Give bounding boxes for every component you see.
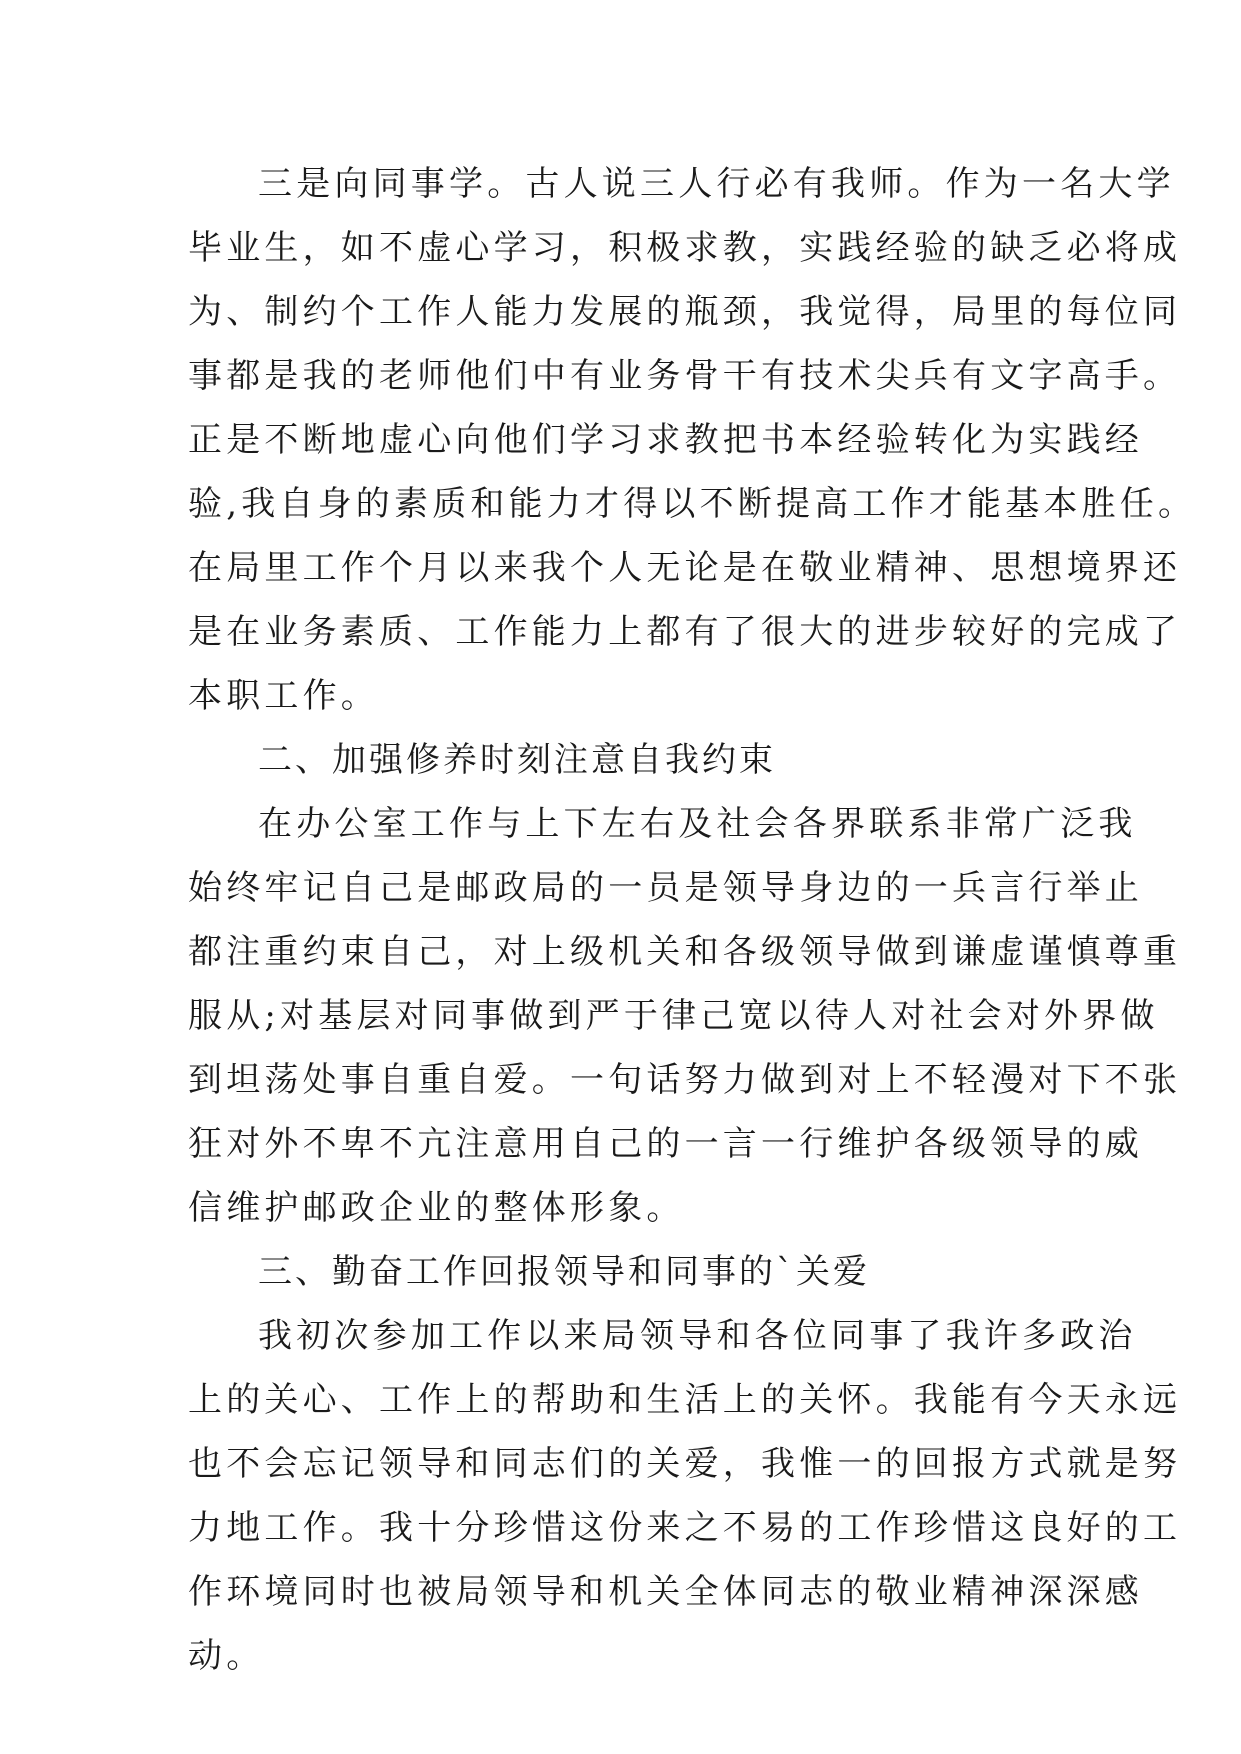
text-line: 都注重约束自己，对上级机关和各级领导做到谦虚谨慎尊重 <box>188 932 1182 972</box>
text-line: 三是向同事学。古人说三人行必有我师。作为一名大学 <box>258 164 1175 204</box>
text-line: 事都是我的老师他们中有业务骨干有技术尖兵有文字高手。 <box>188 356 1182 396</box>
text-line: 狂对外不卑不亢注意用自己的一言一行维护各级领导的威 <box>188 1124 1143 1164</box>
text-line: 毕业生，如不虚心学习，积极求教，实践经验的缺乏必将成 <box>188 228 1182 268</box>
section-heading: 二、加强修养时刻注意自我约束 <box>258 740 776 780</box>
text-line: 力地工作。我十分珍惜这份来之不易的工作珍惜这良好的工 <box>188 1508 1182 1548</box>
text-line: 在办公室工作与上下左右及社会各界联系非常广泛我 <box>258 804 1137 844</box>
text-line: 我初次参加工作以来局领导和各位同事了我许多政治 <box>258 1316 1137 1356</box>
text-line: 始终牢记自己是邮政局的一员是领导身边的一兵言行举止 <box>188 868 1143 908</box>
text-line: 服从;对基层对同事做到严于律己宽以待人对社会对外界做 <box>188 996 1159 1036</box>
text-line: 信维护邮政企业的整体形象。 <box>188 1188 685 1228</box>
text-line: 本职工作。 <box>188 676 379 716</box>
text-line: 为、制约个工作人能力发展的瓶颈，我觉得，局里的每位同 <box>188 292 1182 332</box>
text-line: 上的关心、工作上的帮助和生活上的关怀。我能有今天永远 <box>188 1380 1182 1420</box>
document-body <box>188 152 1197 1688</box>
text-line: 作环境同时也被局领导和机关全体同志的敬业精神深深感 <box>188 1572 1143 1612</box>
text-line: 验,我自身的素质和能力才得以不断提高工作才能基本胜任。 <box>188 484 1197 524</box>
text-line: 到坦荡处事自重自爱。一句话努力做到对上不轻漫对下不张 <box>188 1060 1182 1100</box>
text-line: 是在业务素质、工作能力上都有了很大的进步较好的完成了 <box>188 612 1182 652</box>
text-line: 在局里工作个月以来我个人无论是在敬业精神、思想境界还 <box>188 548 1182 588</box>
section-heading: 三、勤奋工作回报领导和同事的`关爱 <box>258 1252 870 1292</box>
text-line: 正是不断地虚心向他们学习求教把书本经验转化为实践经 <box>188 420 1143 460</box>
text-line: 动。 <box>188 1636 265 1676</box>
text-line: 也不会忘记领导和同志们的关爱，我惟一的回报方式就是努 <box>188 1444 1182 1484</box>
